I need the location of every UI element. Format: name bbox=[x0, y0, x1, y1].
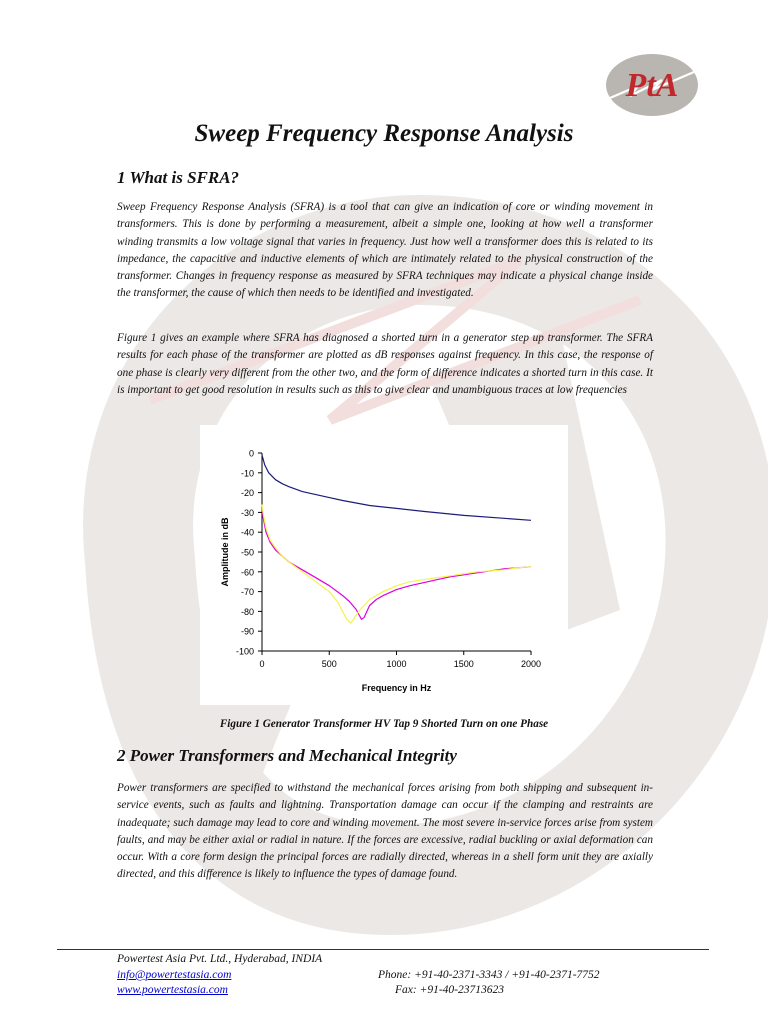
y-tick-label: -50 bbox=[240, 547, 254, 558]
document-title: Sweep Frequency Response Analysis bbox=[194, 120, 574, 147]
series-line-2 bbox=[262, 508, 531, 619]
y-tick-label: 0 bbox=[248, 448, 254, 459]
y-tick-label: -90 bbox=[240, 626, 254, 637]
section-2-heading: 2 Power Transformers and Mechanical Integrity bbox=[117, 746, 457, 765]
footer-phone: Phone: +91-40-2371-3343 / +91-40-2371-7752 bbox=[378, 969, 600, 981]
footer-website-link[interactable] bbox=[117, 983, 228, 998]
y-tick-label: -30 bbox=[240, 507, 254, 518]
y-tick-label: -10 bbox=[240, 468, 254, 479]
y-tick-label: -70 bbox=[240, 587, 254, 598]
x-tick-label: 1500 bbox=[453, 659, 474, 669]
series-line-3 bbox=[262, 505, 531, 624]
footer-fax: Fax: +91-40-23713623 bbox=[395, 984, 505, 996]
y-tick-label: -100 bbox=[235, 646, 254, 657]
y-axis-label: Amplitude in dB bbox=[220, 517, 230, 587]
footer-company: Powertest Asia Pvt. Ltd., Hyderabad, INDIA bbox=[117, 953, 323, 965]
footer-divider bbox=[57, 949, 709, 950]
website-link[interactable]: www.powertestasia.com bbox=[117, 984, 228, 996]
email-link[interactable]: info@powertestasia.com bbox=[117, 969, 232, 981]
y-tick-label: -20 bbox=[240, 488, 254, 499]
x-tick-label: 2000 bbox=[520, 659, 542, 669]
x-tick-label: 1000 bbox=[386, 659, 407, 669]
y-tick-label: -60 bbox=[240, 567, 254, 578]
y-tick-label: -40 bbox=[240, 527, 254, 538]
figure-caption: Figure 1 Generator Transformer HV Tap 9 Shorted Turn on one Phase bbox=[219, 718, 549, 730]
sfra-chart-svg bbox=[200, 425, 568, 705]
company-logo bbox=[604, 52, 700, 118]
x-tick-label: 500 bbox=[321, 659, 337, 669]
x-axis-label: Frequency in Hz bbox=[361, 683, 432, 693]
section-2-paragraph-1: Power transformers are specified to withstand the mechanical forces arising from both shipping and subsequent in-service events, such as faults and lightning. Transportation damage can occur if the clamping and restraints are inadequate; such damage may lead to core and winding movement. The most severe in-service forces arise from system faults, and may be either axial or radial in nature. If the forces are excessive, radial buckling or axial deformation can occur. With a core form design the principal forces are radially directed, whereas in a shell form unit they are axially directed, and this difference is likely to influence the types of damage found. bbox=[117, 782, 653, 881]
sfra-chart bbox=[200, 425, 568, 705]
section-1-heading: 1 What is SFRA? bbox=[117, 168, 240, 187]
footer-email-link[interactable] bbox=[117, 968, 231, 983]
y-tick-label: -80 bbox=[240, 606, 254, 617]
section-1-paragraph-1: Sweep Frequency Response Analysis (SFRA) is a tool that can give an indication of core or winding movement in transformers. This is done by performing a measurement, albeit a simple one, looking at how well a transformer winding transmits a low voltage signal that varies in frequency. Just how well a transformer does this is related to its impedance, the capacitive and inductive elements of which are intimately related to the physical construction of the transformer. Changes in frequency response as measured by SFRA techniques may indicate a physical change inside the transformer, the cause of which then needs to be identified and investigated. bbox=[117, 201, 653, 300]
x-tick-label: 0 bbox=[259, 659, 265, 669]
section-1-paragraph-2: Figure 1 gives an example where SFRA has diagnosed a shorted turn in a generator step up transformer. The SFRA results for each phase of the transformer are plotted as dB responses against frequency. In this case, the response of one phase is clearly very different from the other two, and the form of difference indicates a shorted turn in this case. It is important to get good resolution in results such as this to give clear and unambiguous traces at low frequencies bbox=[117, 332, 653, 396]
logo-text: PtA bbox=[625, 67, 679, 104]
series-line-1 bbox=[262, 455, 531, 520]
